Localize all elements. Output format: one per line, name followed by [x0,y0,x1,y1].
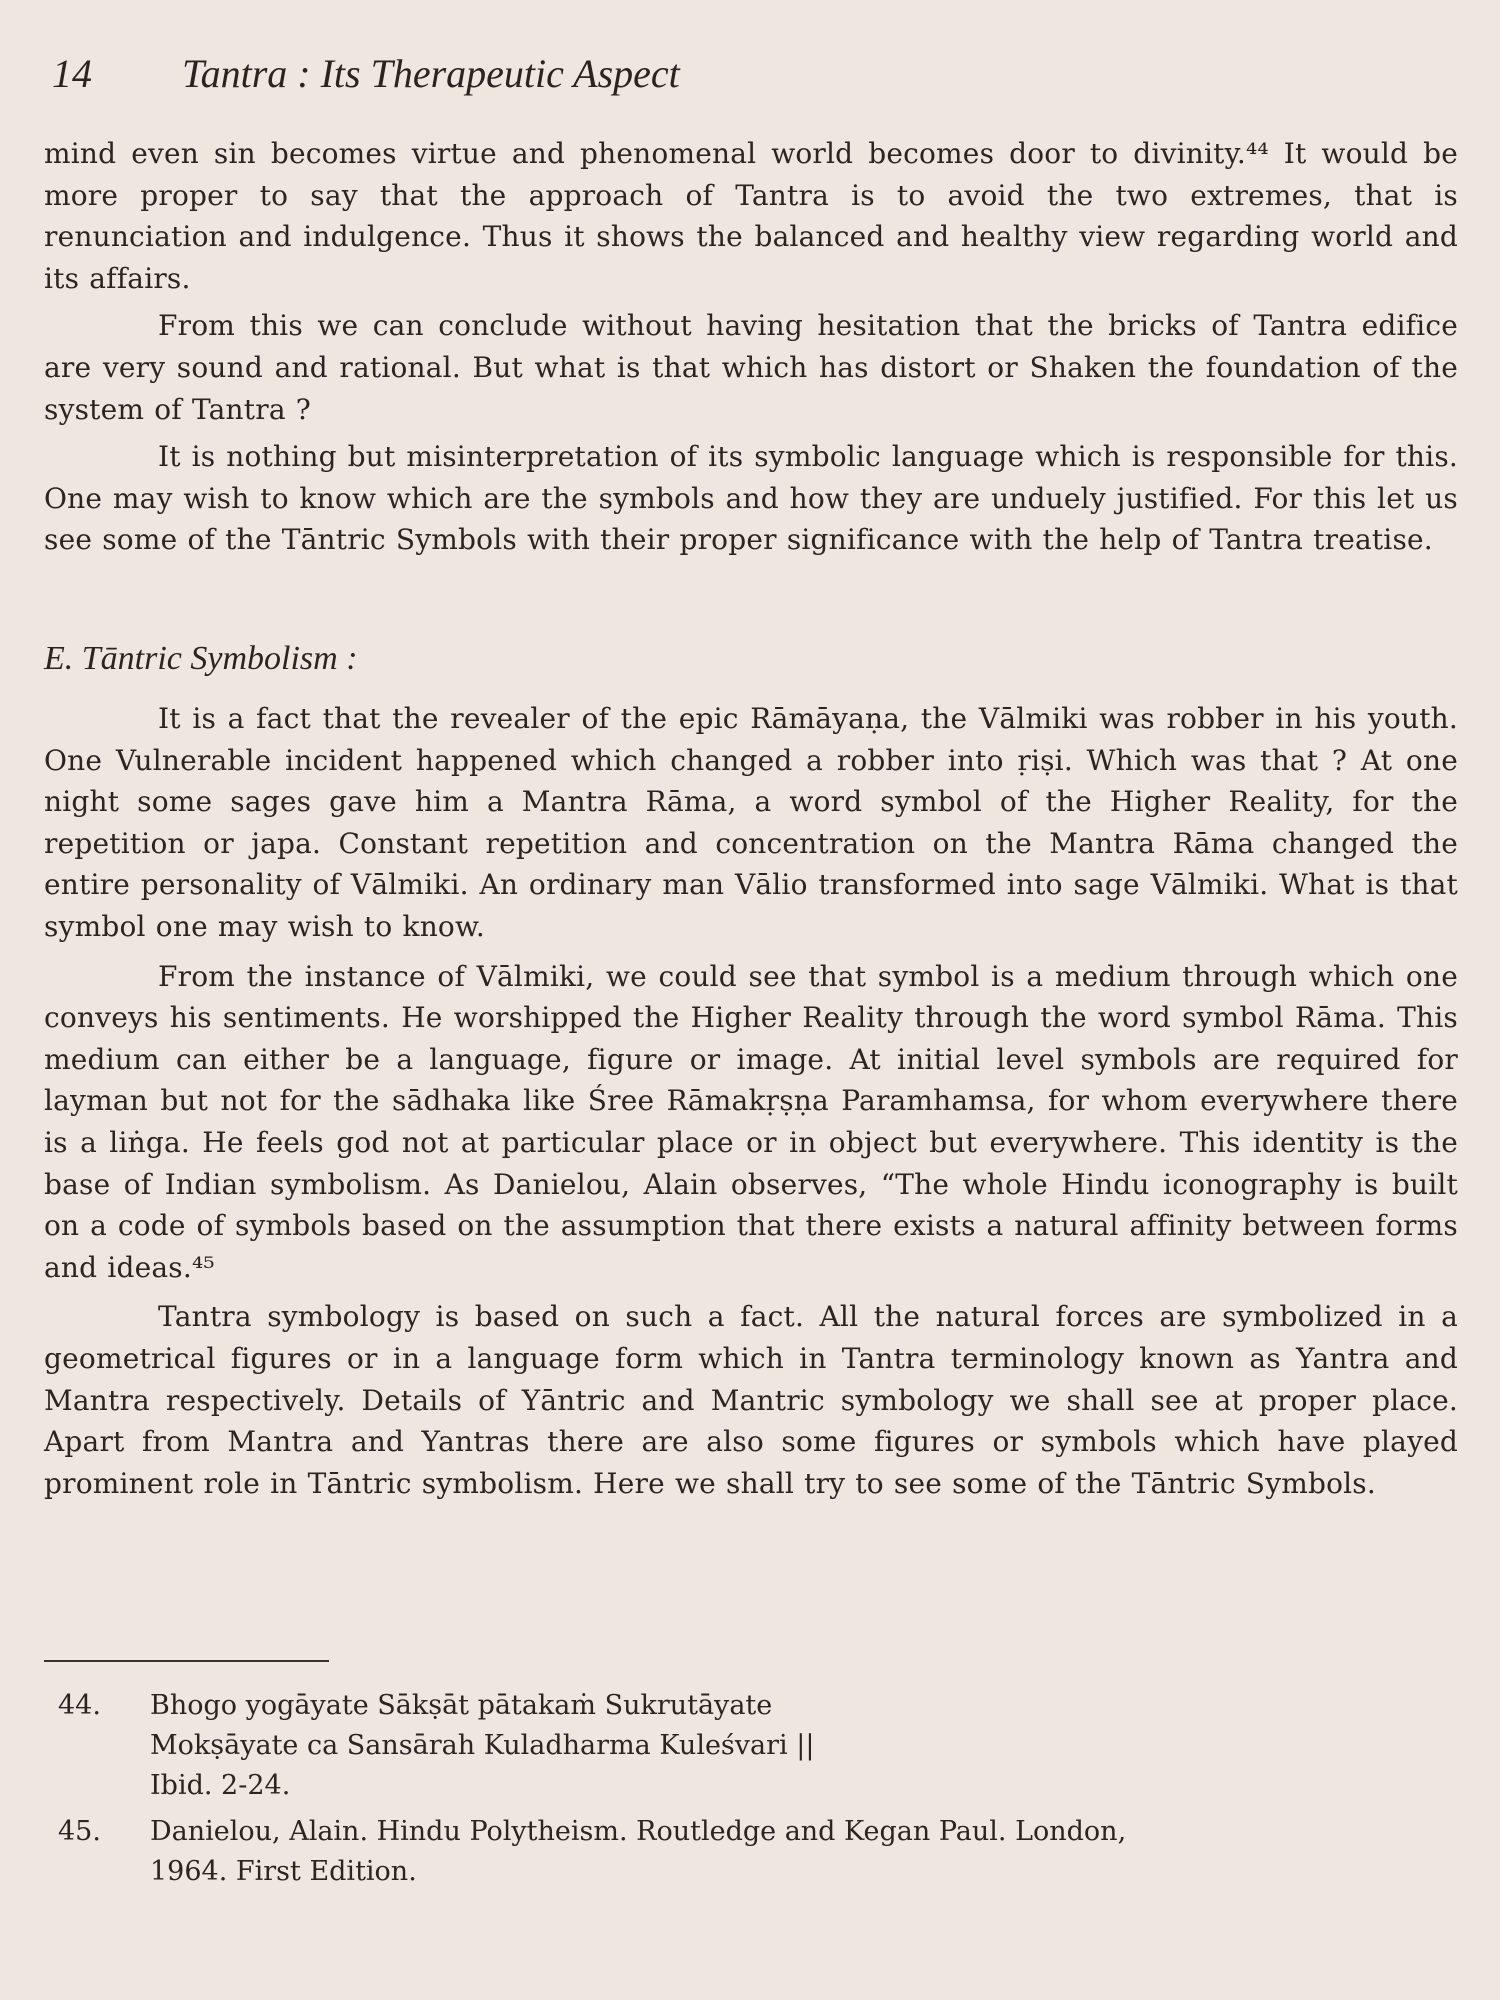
footnote-line: Bhogo yogāyate Sākṣāt pātakaṁ Sukrutāyate [150,1690,773,1721]
page-number: 14 [52,51,92,96]
symbolism-text [44,698,1458,1504]
paragraph: From this we can conclude without having hesitation that the bricks of Tantra edifice are very sound and rational. But what is that which has distort or Shaken the foundation of the system of Tantra ? [44,309,1458,426]
paragraph: It is nothing but misinterpretation of its symbolic language which is responsible for this. One may wish to know which are the symbols and how they are unduely justified. For this let us see some of the Tāntric Symbols with their proper significance with the help of Tantra treatise. [44,440,1458,557]
footnote-number: 44. [58,1690,101,1721]
footnote-line: 1964. First Edition. [150,1856,417,1887]
paragraph: mind even sin becomes virtue and phenomenal world becomes door to divinity.⁴⁴ It would be more proper to say that the approach of Tantra is to avoid the two extremes, that is renunciation and indulgence. Thus it shows the balanced and healthy view regarding world and its affairs. [44,137,1458,295]
book-title: Tantra : Its Therapeutic Aspect [182,51,680,96]
paragraph: From the instance of Vālmiki, we could see that symbol is a medium through which one conveys his sentiments. He worshipped the Higher Reality through the word symbol Rāma. This medium can either be a language, figure or image. At initial level symbols are required for layman but not for the sādhaka like Śree Rāmakṛṣṇa Paramhamsa, for whom everywhere there is a liṅga. He feels god not at particular place or in object but everywhere. This identity is the base of Indian symbolism. As Danielou, Alain observes, “The whole Hindu iconography is built on a code of symbols based on the assumption that there exists a natural affinity between forms and ideas.⁴⁵ [44,959,1458,1284]
footnote-line: Mokṣāyate ca Sansārah Kuladharma Kuleśvari || [150,1730,815,1761]
paragraph: Tantra symbology is based on such a fact. All the natural forces are symbolized in a geometrical figures or in a language form which in Tantra terminology known as Yantra and Mantra respectively. Details of Yāntric and Mantric symbology we shall see at proper place. Apart from Mantra and Yantras there are also some figures or symbols which have played prominent role in Tāntric symbolism. Here we shall try to see some of the Tāntric Symbols. [44,1300,1458,1500]
footnote-number: 45. [58,1816,101,1847]
footnote-44 [58,1686,1458,1806]
footnote-45 [58,1812,1458,1892]
intro-text [44,133,1458,561]
running-header [52,50,680,97]
footnote-line: Ibid. 2-24. [150,1770,291,1801]
section-heading: E. Tāntric Symbolism : [44,640,358,677]
footnote-line: Danielou, Alain. Hindu Polytheism. Routledge and Kegan Paul. London, [150,1816,1127,1847]
paragraph: It is a fact that the revealer of the epic Rāmāyaṇa, the Vālmiki was robber in his youth. One Vulnerable incident happened which changed a robber into ṛiṣi. Which was that ? At one night some sages gave him a Mantra Rāma, a word symbol of the Higher Reality, for the repetition or japa. Constant repetition and concentration on the Mantra Rāma changed the entire personality of Vālmiki. An ordinary man Vālio transformed into sage Vālmiki. What is that symbol one may wish to know. [44,702,1458,943]
footnote-divider [44,1660,329,1662]
